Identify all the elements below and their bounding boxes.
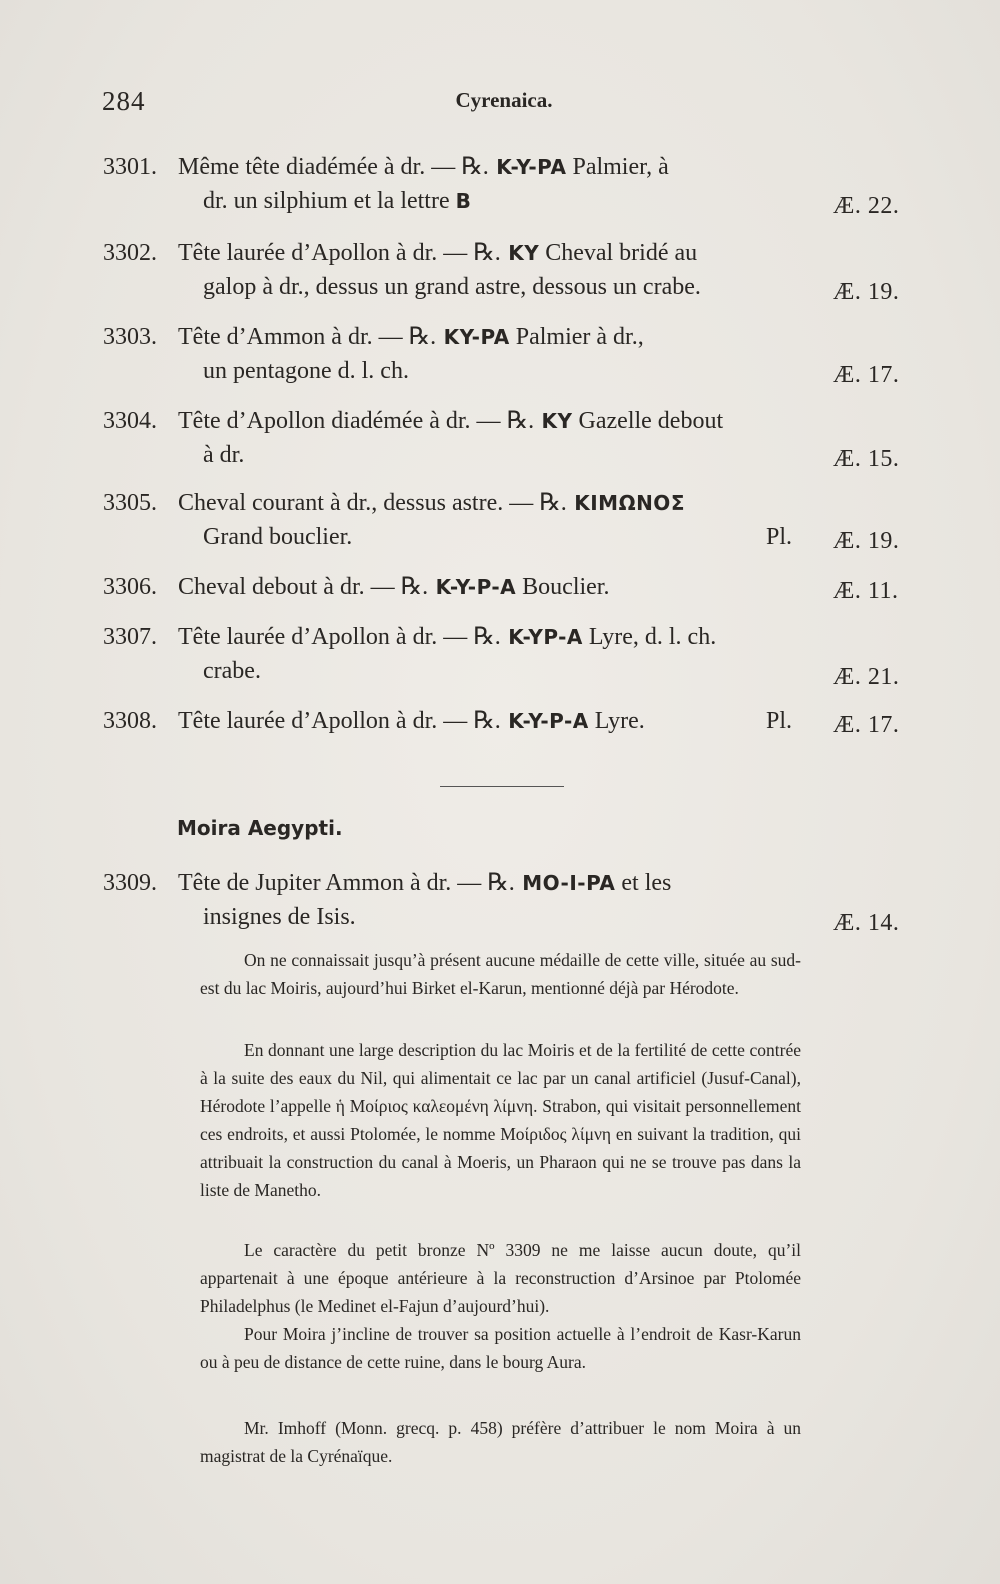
note-paragraph: Pour Moira j’incline de trouver sa position actuelle à l’endroit de Kasr-Karun ou à peu de distance de cette ruine, dans le bourg Aura. bbox=[200, 1324, 801, 1372]
entry-number: 3303. bbox=[103, 324, 157, 350]
metal-size: Æ. 17. bbox=[833, 362, 900, 388]
page-number: 284 bbox=[102, 86, 146, 116]
metal-size: Æ. 22. bbox=[833, 193, 900, 219]
plate-reference: Pl. bbox=[766, 524, 793, 550]
reverse-symbol: ℞. bbox=[473, 708, 501, 734]
entry-line-1 bbox=[178, 236, 697, 270]
entry-line-2: crabe. bbox=[203, 658, 261, 684]
entry-number: 3306. bbox=[103, 574, 157, 600]
reverse-text: Lyre, d. l. ch. bbox=[582, 624, 717, 650]
reverse-text: Lyre. bbox=[588, 708, 645, 734]
reverse-text: Cheval bridé au bbox=[539, 240, 698, 266]
entry-line-1 bbox=[178, 150, 669, 184]
obverse-text: Même tête diadémée à dr. — bbox=[178, 154, 462, 180]
obverse-text: Cheval debout à dr. — bbox=[178, 574, 401, 600]
entry-line-1 bbox=[178, 486, 685, 520]
note-paragraph: En donnant une large description du lac Moiris et de la fertilité de cette contrée à la suite des eaux du Nil, qui alimentait ce lac par un canal artificiel (Jusuf-Canal), Hérodote l’appelle ἡ Μοίριος καλεομένη λίμνη. Strabon, qui visitait personnellement ces endroits, et aussi Ptolomée, le nomme Μοίριδος λίμνη en suivant la tradition, qui attribuait la construction du canal à Moeris, un Pharaon qui ne se trouve pas dans la liste de Manetho. bbox=[200, 1040, 801, 1200]
entry-line-1 bbox=[178, 404, 723, 438]
commentary-note bbox=[200, 1414, 801, 1470]
entry-line-2: à dr. bbox=[203, 442, 245, 468]
entry-number: 3307. bbox=[103, 624, 157, 650]
field-letter: B bbox=[455, 189, 472, 213]
metal-size: Æ. 15. bbox=[833, 446, 900, 472]
continuation-text: dr. un silphium et la lettre bbox=[203, 188, 456, 214]
entry-number: 3308. bbox=[103, 708, 157, 734]
coin-legend: MO-I-PA bbox=[514, 871, 616, 895]
commentary-note bbox=[200, 1236, 801, 1320]
entry-number: 3301. bbox=[103, 154, 157, 180]
entry-line-1 bbox=[178, 320, 644, 354]
reverse-text: Palmier à dr., bbox=[509, 324, 644, 350]
running-head: Cyrenaica. bbox=[455, 88, 553, 112]
metal-size: Æ. 17. bbox=[833, 712, 900, 738]
entry-line-2: insignes de Isis. bbox=[203, 904, 356, 930]
coin-legend: K-Y-PA bbox=[488, 155, 567, 179]
entry-line-1 bbox=[178, 704, 645, 738]
reverse-symbol: ℞. bbox=[461, 154, 489, 180]
reverse-symbol: ℞. bbox=[539, 490, 567, 516]
coin-legend: K-YP-A bbox=[500, 625, 583, 649]
coin-legend: KY-PA bbox=[436, 325, 510, 349]
commentary-note bbox=[200, 946, 801, 1002]
note-paragraph: Le caractère du petit bronze Nº 3309 ne me laisse aucun doute, qu’il appartenait à une époque antérieure à la reconstruction d’Arsinoe par Ptolomée Philadelphus (le Medinet el-Fajun d’aujourd’hui). bbox=[200, 1240, 801, 1316]
section-divider bbox=[440, 786, 564, 787]
note-paragraph: Mr. Imhoff (Monn. grecq. p. 458) préfère d’attribuer le nom Moira à un magistrat de la Cyrénaïque. bbox=[200, 1418, 801, 1466]
obverse-text: Tête d’Apollon diadémée à dr. — bbox=[178, 408, 507, 434]
plate-reference: Pl. bbox=[766, 708, 793, 734]
entry-line-2: un pentagone d. l. ch. bbox=[203, 358, 409, 384]
reverse-symbol: ℞. bbox=[400, 574, 429, 600]
metal-size: Æ. 11. bbox=[833, 578, 899, 604]
note-paragraph: On ne connaissait jusqu’à présent aucune médaille de cette ville, située au sud-est du lac Moiris, aujourd’hui Birket el-Karun, mentionné déjà par Hérodote. bbox=[200, 950, 801, 998]
obverse-text: Tête d’Ammon à dr. — bbox=[178, 324, 409, 350]
entry-line-2: Grand bouclier. bbox=[203, 524, 353, 550]
entry-line-2 bbox=[203, 184, 471, 218]
reverse-text: Bouclier. bbox=[516, 574, 610, 600]
reverse-text: et les bbox=[615, 870, 672, 896]
entry-line-2: galop à dr., dessus un grand astre, dessous un crabe. bbox=[203, 274, 701, 300]
entry-number: 3309. bbox=[103, 870, 157, 896]
reverse-symbol: ℞. bbox=[473, 240, 501, 266]
coin-legend: KY bbox=[534, 409, 573, 433]
obverse-text: Tête laurée d’Apollon à dr. — bbox=[178, 708, 474, 734]
coin-legend: KIMΩNOΣ bbox=[566, 491, 685, 515]
metal-size: Æ. 19. bbox=[833, 528, 900, 554]
entry-line-1 bbox=[178, 620, 716, 654]
reverse-text: Palmier, à bbox=[566, 154, 669, 180]
entry-line-1 bbox=[178, 570, 609, 604]
reverse-symbol: ℞. bbox=[473, 624, 501, 650]
metal-size: Æ. 21. bbox=[833, 664, 900, 690]
metal-size: Æ. 14. bbox=[833, 910, 900, 936]
obverse-text: Cheval courant à dr., dessus astre. — bbox=[178, 490, 540, 516]
reverse-text: Gazelle debout bbox=[572, 408, 724, 434]
entry-line-1 bbox=[178, 866, 671, 900]
reverse-symbol: ℞. bbox=[506, 408, 535, 434]
reverse-symbol: ℞. bbox=[487, 870, 515, 896]
commentary-note bbox=[200, 1036, 801, 1204]
coin-legend: K-Y-P-A bbox=[428, 575, 517, 599]
entry-number: 3302. bbox=[103, 240, 157, 266]
obverse-text: Tête de Jupiter Ammon à dr. — bbox=[178, 870, 488, 896]
metal-size: Æ. 19. bbox=[833, 279, 900, 305]
entry-number: 3305. bbox=[103, 490, 157, 516]
coin-legend: K-Y-P-A bbox=[500, 709, 589, 733]
entry-number: 3304. bbox=[103, 408, 157, 434]
obverse-text: Tête laurée d’Apollon à dr. — bbox=[178, 240, 474, 266]
obverse-text: Tête laurée d’Apollon à dr. — bbox=[178, 624, 474, 650]
commentary-note bbox=[200, 1320, 801, 1376]
section-title: Moira Aegypti. bbox=[177, 816, 343, 840]
coin-legend: KY bbox=[500, 241, 540, 265]
reverse-symbol: ℞. bbox=[408, 324, 437, 350]
